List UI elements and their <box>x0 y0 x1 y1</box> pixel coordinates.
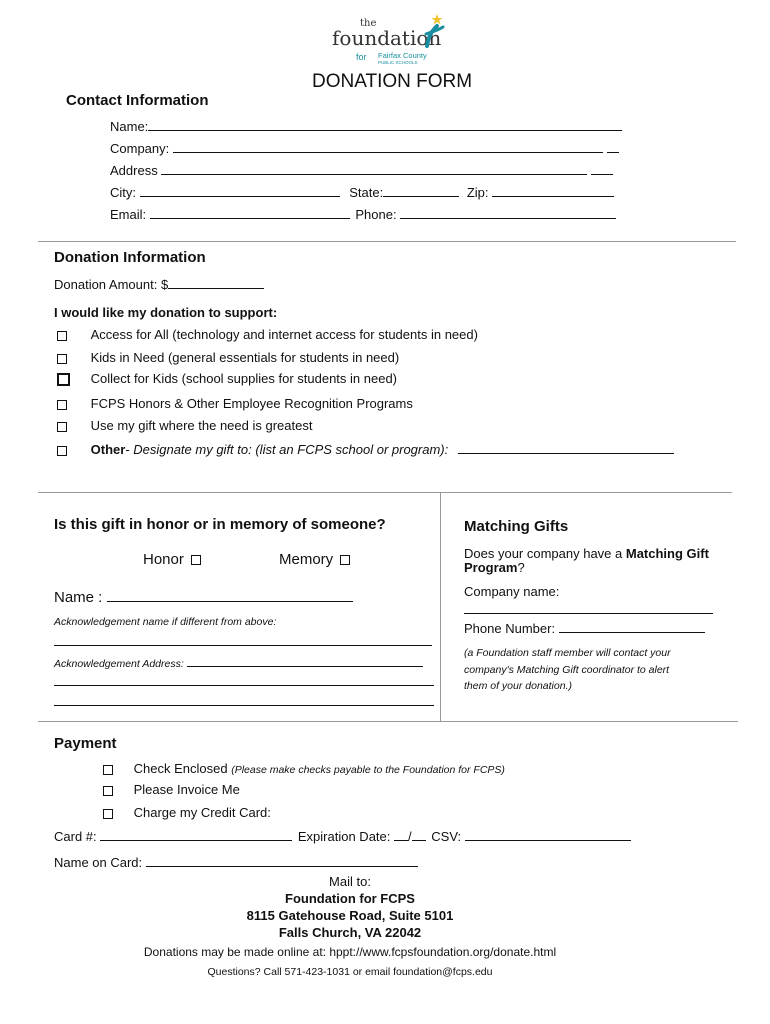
exp-slash: / <box>408 829 412 844</box>
email-field[interactable] <box>150 206 350 219</box>
mail-org: Foundation for FCPS <box>285 891 415 906</box>
amount-row <box>54 276 264 292</box>
option-2 <box>57 371 397 386</box>
matching-note-line: (a Foundation staff member will contact your <box>464 647 671 659</box>
logo <box>330 18 450 68</box>
ack-address-row <box>54 655 423 670</box>
matching-question <box>464 547 709 575</box>
name-on-card-row <box>54 854 418 870</box>
card-row <box>54 828 631 844</box>
amount-field[interactable] <box>168 276 264 289</box>
phone-field[interactable] <box>400 206 616 219</box>
check-label: Check Enclosed <box>133 761 228 776</box>
state-label: State: <box>349 185 384 200</box>
option-other <box>57 441 674 457</box>
name-field[interactable] <box>148 118 622 131</box>
expiration-label: Expiration Date: <box>297 829 391 844</box>
exp-month-field[interactable] <box>394 828 408 841</box>
matching-phone-field[interactable] <box>559 620 705 633</box>
address-row <box>110 162 613 178</box>
address-label: Address <box>110 163 158 178</box>
checkbox-collect-for-kids[interactable] <box>57 373 70 386</box>
logo-for: for <box>356 52 367 62</box>
address-field[interactable] <box>161 162 587 175</box>
honoree-name-row <box>54 587 353 606</box>
payment-credit-row <box>103 805 271 820</box>
logo-public: PUBLIC SCHOOLS <box>378 60 418 65</box>
checkbox-honor[interactable] <box>191 555 201 565</box>
other-field[interactable] <box>458 441 674 454</box>
option-4 <box>57 418 312 433</box>
zip-label: Zip: <box>466 185 489 200</box>
company-label: Company: <box>110 141 170 156</box>
name-label: Name: <box>110 119 149 134</box>
ack-address-label: Acknowledgement Address: <box>54 658 184 670</box>
star-person-icon <box>423 12 447 48</box>
exp-year-field[interactable] <box>412 828 426 841</box>
checkbox-credit-card[interactable] <box>103 809 113 819</box>
name-row <box>110 118 622 134</box>
check-note: (Please make checks payable to the Foundation for FCPS) <box>231 764 505 776</box>
option-label: Kids in Need (general essentials for students in need) <box>90 350 400 365</box>
name-on-card-label: Name on Card: <box>54 855 143 870</box>
checkbox-kids-in-need[interactable] <box>57 354 67 364</box>
phone-label: Phone: <box>355 207 397 222</box>
matching-company-label: Company name: <box>464 584 560 599</box>
email-label: Email: <box>110 207 147 222</box>
csv-label: CSV: <box>431 829 462 844</box>
other-label: Other <box>90 442 126 457</box>
mail-block <box>0 873 700 941</box>
questions-note: Questions? Call 571-423-1031 or email foundation@fcps.edu <box>207 966 493 978</box>
matching-question-b: Matching Gift <box>625 546 709 561</box>
matching-question-c: Program <box>464 560 518 575</box>
ack-name-field[interactable] <box>54 633 432 646</box>
checkbox-fcps-honors[interactable] <box>57 400 67 410</box>
divider-vertical <box>440 492 441 721</box>
payment-heading: Payment <box>54 735 117 752</box>
option-0 <box>57 327 478 342</box>
matching-note-line: company's Matching Gift coordinator to alert <box>464 663 670 676</box>
option-label: Collect for Kids (school supplies for students in need) <box>90 371 398 386</box>
city-label: City: <box>110 185 136 200</box>
honoree-name-label: Name : <box>54 589 103 606</box>
checkbox-invoice[interactable] <box>103 786 113 796</box>
payment-invoice-row <box>103 782 240 797</box>
ack-address-field-2[interactable] <box>54 673 434 686</box>
honor-label: Honor <box>143 551 184 568</box>
matching-phone-row <box>464 620 705 636</box>
logo-foundation: foundation <box>332 26 442 50</box>
logo-fairfax: Fairfax County <box>378 51 427 60</box>
mail-street: 8115 Gatehouse Road, Suite 5101 <box>246 908 454 923</box>
option-label: Use my gift where the need is greatest <box>90 418 313 433</box>
name-on-card-field[interactable] <box>146 854 418 867</box>
option-label: FCPS Honors & Other Employee Recognition Programs <box>90 396 413 411</box>
city-row <box>110 184 614 200</box>
matching-question-d: ? <box>517 560 525 575</box>
checkbox-memory[interactable] <box>340 555 350 565</box>
ack-address-field[interactable] <box>187 657 423 667</box>
ack-name-label: Acknowledgement name if different from above: <box>54 616 277 628</box>
matching-company-field[interactable] <box>464 601 713 614</box>
company-field-2[interactable] <box>607 140 619 153</box>
mail-city: Falls Church, VA 22042 <box>278 925 422 940</box>
divider-2 <box>38 492 732 493</box>
memory-option <box>279 551 350 568</box>
company-row <box>110 140 619 156</box>
matching-question-a: Does your company have a <box>464 546 626 561</box>
other-text: - Designate my gift to: (list an FCPS school or program): <box>125 442 449 457</box>
honor-option <box>143 551 201 568</box>
contact-heading: Contact Information <box>66 92 209 109</box>
company-field[interactable] <box>173 140 603 153</box>
divider-1 <box>38 241 736 242</box>
matching-phone-label: Phone Number: <box>464 621 556 636</box>
invoice-label: Please Invoice Me <box>133 782 240 797</box>
form-title: DONATION FORM <box>312 71 473 92</box>
matching-note <box>464 645 671 695</box>
divider-3 <box>38 721 738 722</box>
csv-field[interactable] <box>465 828 631 841</box>
amount-label: Donation Amount: $ <box>54 277 169 292</box>
card-number-field[interactable] <box>100 828 292 841</box>
option-1 <box>57 350 399 365</box>
support-label: I would like my donation to support: <box>54 305 278 320</box>
checkbox-greatest-need[interactable] <box>57 422 67 432</box>
city-field[interactable] <box>140 184 340 197</box>
matching-note-line: them of your donation.) <box>464 680 572 692</box>
honoree-name-field[interactable] <box>107 587 353 602</box>
state-field[interactable] <box>383 184 459 197</box>
option-label: Access for All (technology and internet access for students in need) <box>90 327 478 342</box>
donation-heading: Donation Information <box>54 249 206 266</box>
email-row <box>110 206 616 222</box>
card-label: Card #: <box>54 829 97 844</box>
logo-the: the <box>360 18 377 29</box>
credit-label: Charge my Credit Card: <box>133 805 271 820</box>
zip-field[interactable] <box>492 184 614 197</box>
matching-heading: Matching Gifts <box>464 518 569 535</box>
memory-label: Memory <box>279 551 334 568</box>
online-note: Donations may be made online at: hppt://www.fcpsfoundation.org/donate.html <box>143 945 557 959</box>
checkbox-access-for-all[interactable] <box>57 331 67 341</box>
mail-label: Mail to: <box>329 874 371 889</box>
ack-address-field-3[interactable] <box>54 693 434 706</box>
payment-check-row <box>103 761 505 776</box>
checkbox-check-enclosed[interactable] <box>103 765 113 775</box>
address-field-2[interactable] <box>591 162 613 175</box>
honor-heading: Is this gift in honor or in memory of someone? <box>54 516 386 533</box>
checkbox-other[interactable] <box>57 446 67 456</box>
option-3 <box>57 396 413 411</box>
